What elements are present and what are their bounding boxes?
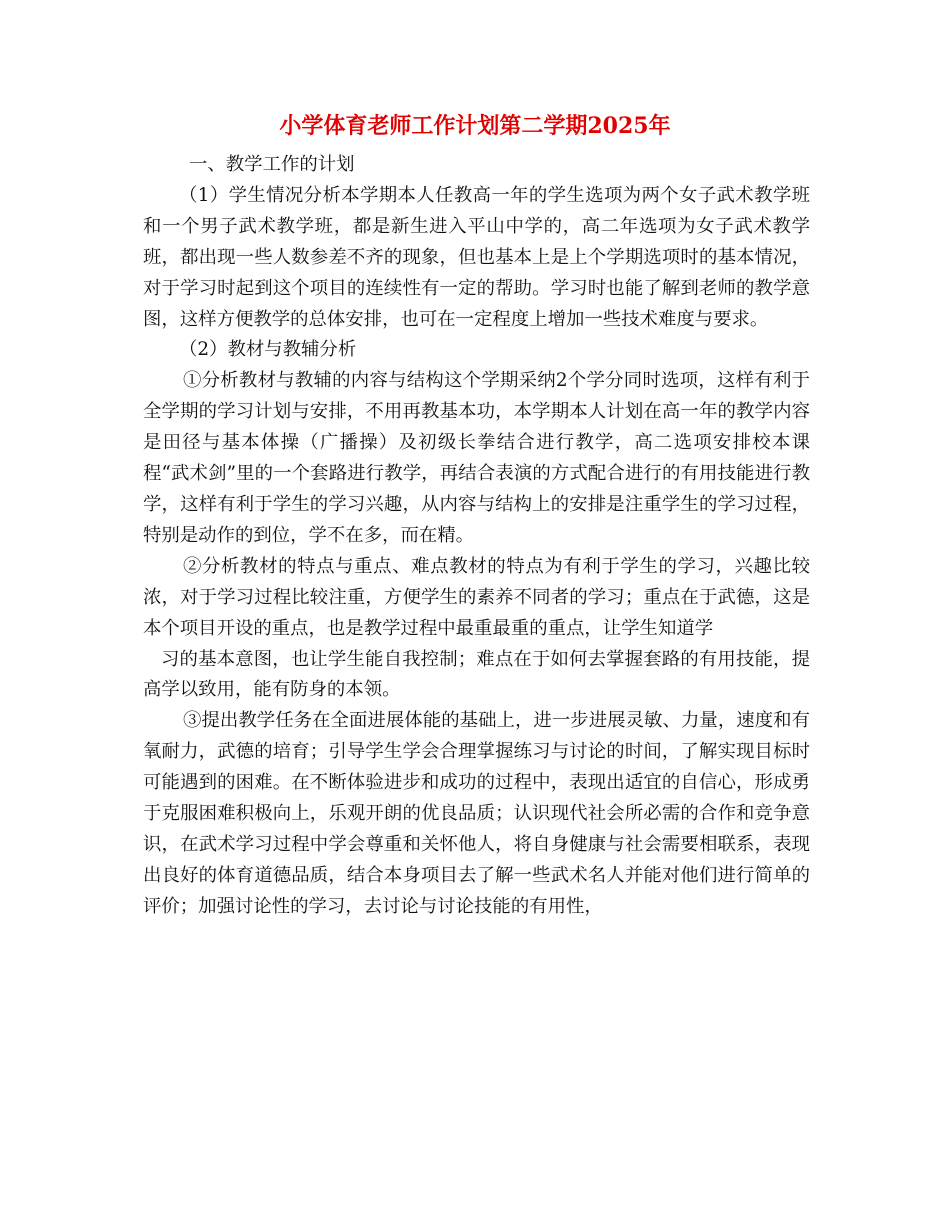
subheading-textbook-analysis: （2）教材与教辅分析: [179, 339, 357, 361]
paragraph-continuation: 习的基本意图，也让学生能自我控制；难点在于如何去掌握套路的有用技能，提高学以致用，能有防身的本领。: [143, 648, 810, 701]
document-body: [143, 150, 810, 923]
paragraph-student-analysis: （1）学生情况分析本学期本人任教高一年的学生选项为两个女子武术教学班和一个男子武术教学班，都是新生进入平山中学的，高二年选项为女子武术教学班，都出现一些人数参差不齐的现象，但也基本上是上个学期选项时的基本情况，对于学习时起到这个项目的连续性有一定的帮助。学习时也能了解到老师的教学意图，这样方便教学的总体安排，也可在一定程度上增加一些技术难度与要求。: [143, 184, 810, 330]
paragraph-content-structure: ①分析教材与教辅的内容与结构这个学期采纳2个学分同时选项，这样有利于全学期的学习计划与安排，不用再教基本功，本学期本人计划在高一年的教学内容是田径与基本体操（广播操）及初级长拳结合进行教学，高二选项安排校本课程“武术剑”里的一个套路进行教学，再结合表演的方式配合进行的有用技能进行教学，这样有利于学生的学习兴趣，从内容与结构上的安排是注重学生的学习过程，特别是动作的到位，学不在多，而在精。: [143, 370, 810, 546]
paragraph-teaching-tasks: ③提出教学任务在全面进展体能的基础上，进一步进展灵敏、力量，速度和有氧耐力，武德的培育；引导学生学会合理掌握练习与讨论的时间，了解实现目标时可能遇到的困难。在不断体验进步和成功的过程中，表现出适宜的自信心，形成勇于克服困难积极向上，乐观开朗的优良品质；认识现代社会所必需的合作和竞争意识，在武术学习过程中学会尊重和关怀他人，将自身健康与社会需要相联系，表现出良好的体育道德品质，结合本身项目去了解一些武术名人并能对他们进行简单的评价；加强讨论性的学习，去讨论与讨论技能的有用性，: [143, 710, 810, 917]
section-heading-teaching-plan: 一、教学工作的计划: [189, 154, 355, 175]
document-title: 小学体育老师工作计划第二学期2025年: [279, 113, 671, 139]
paragraph-features-key-points: ②分析教材的特点与重点、难点教材的特点为有利于学生的学习，兴趣比较浓，对于学习过程比较注重，方便学生的素养不同者的学习；重点在于武德，这是本个项目开设的重点，也是教学过程中最重最重的重点，让学生知道学: [143, 555, 810, 639]
